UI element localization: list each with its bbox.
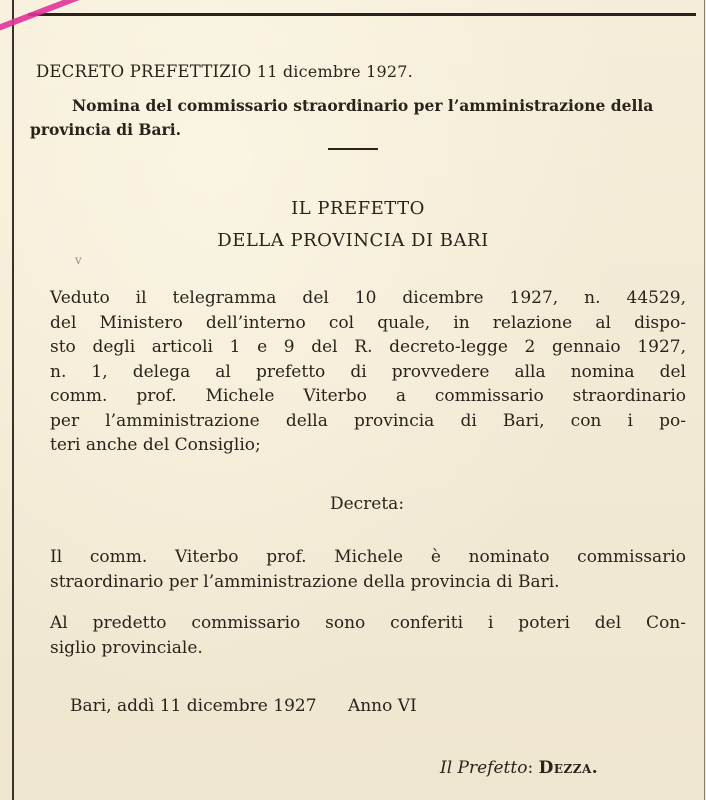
authority-line-2: DELLA PROVINCIA DI BARI xyxy=(217,230,489,251)
decree-subtitle: Nomina del commissario straordinario per l’amministrazione della provincia di Bari. xyxy=(30,96,654,139)
signature-block xyxy=(440,758,598,778)
article-line: siglio provinciale. xyxy=(50,637,203,658)
article-line: straordinario per l’amministrazione della provincia di Bari. xyxy=(50,571,560,592)
article-line: Il comm. Viterbo prof. Michele è nominato commissario xyxy=(50,547,686,567)
place-date: Bari, addì 11 dicembre 1927 xyxy=(70,696,317,716)
preamble-paragraph xyxy=(50,286,686,458)
fascist-year: Anno VI xyxy=(347,696,417,716)
decreta-heading: Decreta: xyxy=(329,494,405,514)
article-2-paragraph xyxy=(50,611,686,660)
signature-separator: : xyxy=(527,758,534,778)
signatory-title: Il Prefetto xyxy=(440,758,528,778)
closing-line xyxy=(70,696,417,716)
preamble-line: teri anche del Consiglio; xyxy=(50,435,261,455)
right-border-rule xyxy=(704,0,705,800)
decree-heading xyxy=(36,62,413,81)
decree-date: 11 dicembre 1927. xyxy=(256,62,413,81)
signatory-name: Dezza. xyxy=(538,758,599,778)
decree-kind: DECRETO PREFETTIZIO xyxy=(36,62,252,81)
article-1-paragraph xyxy=(50,545,686,594)
preamble-line: del Ministero dell’interno col quale, in relazione al dispo- xyxy=(50,312,686,333)
authority-line-1: IL PREFETTO xyxy=(291,198,425,219)
preamble-line: n. 1, delega al prefetto di provvedere alla nomina del xyxy=(50,361,686,382)
authority-heading xyxy=(0,193,706,257)
preamble-line: comm. prof. Michele Viterbo a commissario straordinario xyxy=(50,386,686,406)
preamble-line: Veduto il telegramma del 10 dicembre 1927, n. 44529, xyxy=(50,288,686,308)
highlighter-mark xyxy=(0,0,140,38)
preamble-line: sto degli articoli 1 e 9 del R. decreto-legge 2 gennaio 1927, xyxy=(50,337,686,357)
preamble-line: per l’amministrazione della provincia di Bari, con i po- xyxy=(50,410,686,431)
section-divider xyxy=(328,148,378,150)
article-line: Al predetto commissario sono conferiti i poteri del Con- xyxy=(50,613,686,633)
left-border-rule xyxy=(12,0,14,800)
stray-mark: v xyxy=(75,253,82,267)
top-border-rule xyxy=(28,13,696,16)
